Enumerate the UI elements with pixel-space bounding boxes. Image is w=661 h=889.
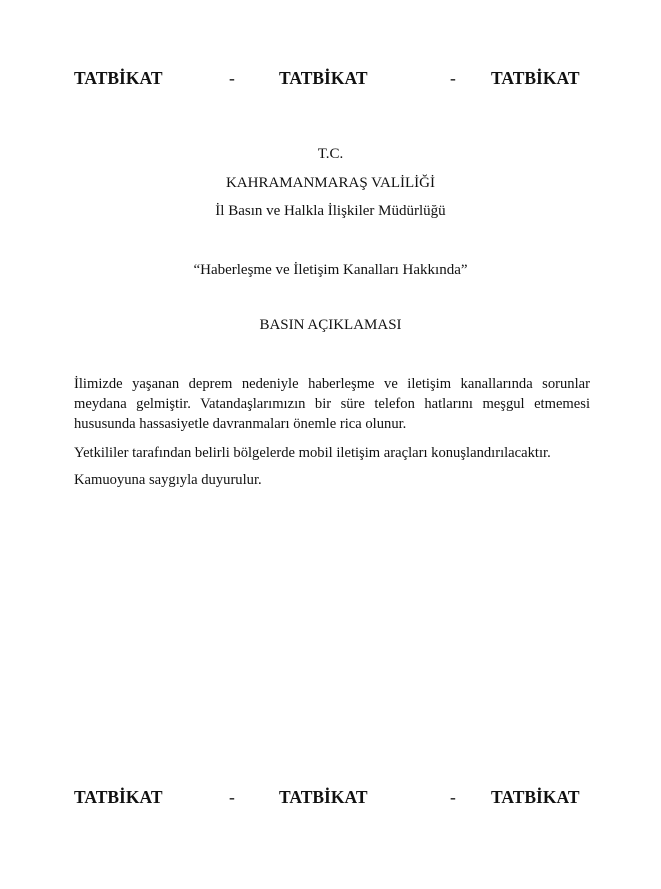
watermark-word: TATBİKAT bbox=[279, 68, 368, 88]
top-watermark-banner bbox=[74, 68, 586, 88]
watermark-separator: - bbox=[450, 68, 456, 88]
watermark-word: TATBİKAT bbox=[491, 787, 580, 807]
watermark-word: TATBİKAT bbox=[74, 787, 163, 807]
body-paragraph: İlimizde yaşanan deprem nedeniyle haberleşme ve iletişim kanallarında sorunlar meydana gelmiştir. Vatandaşlarımızın bir süre telefon hatlarını meşgul etmemesi hususunda hassasiyetle davranmaları önemle rica olunur. bbox=[74, 376, 590, 432]
watermark-separator: - bbox=[229, 787, 235, 807]
watermark-separator: - bbox=[229, 68, 235, 88]
watermark-word: TATBİKAT bbox=[74, 68, 163, 88]
header-department: İl Basın ve Halkla İlişkiler Müdürlüğü bbox=[215, 203, 446, 219]
watermark-word: TATBİKAT bbox=[491, 68, 580, 88]
header-country: T.C. bbox=[317, 146, 344, 162]
bottom-watermark-banner bbox=[74, 787, 586, 807]
closing-paragraph: Kamuoyuna saygıyla duyurulur. bbox=[74, 472, 262, 488]
document-title: BASIN AÇIKLAMASI bbox=[259, 317, 402, 333]
watermark-separator: - bbox=[450, 787, 456, 807]
subject-line: “Haberleşme ve İletişim Kanalları Hakkında” bbox=[193, 262, 468, 278]
header-governorship: KAHRAMANMARAŞ VALİLİĞİ bbox=[225, 175, 436, 191]
body-paragraph: Yetkililer tarafından belirli bölgelerde mobil iletişim araçları konuşlandırılacaktır. bbox=[74, 445, 551, 461]
watermark-word: TATBİKAT bbox=[279, 787, 368, 807]
